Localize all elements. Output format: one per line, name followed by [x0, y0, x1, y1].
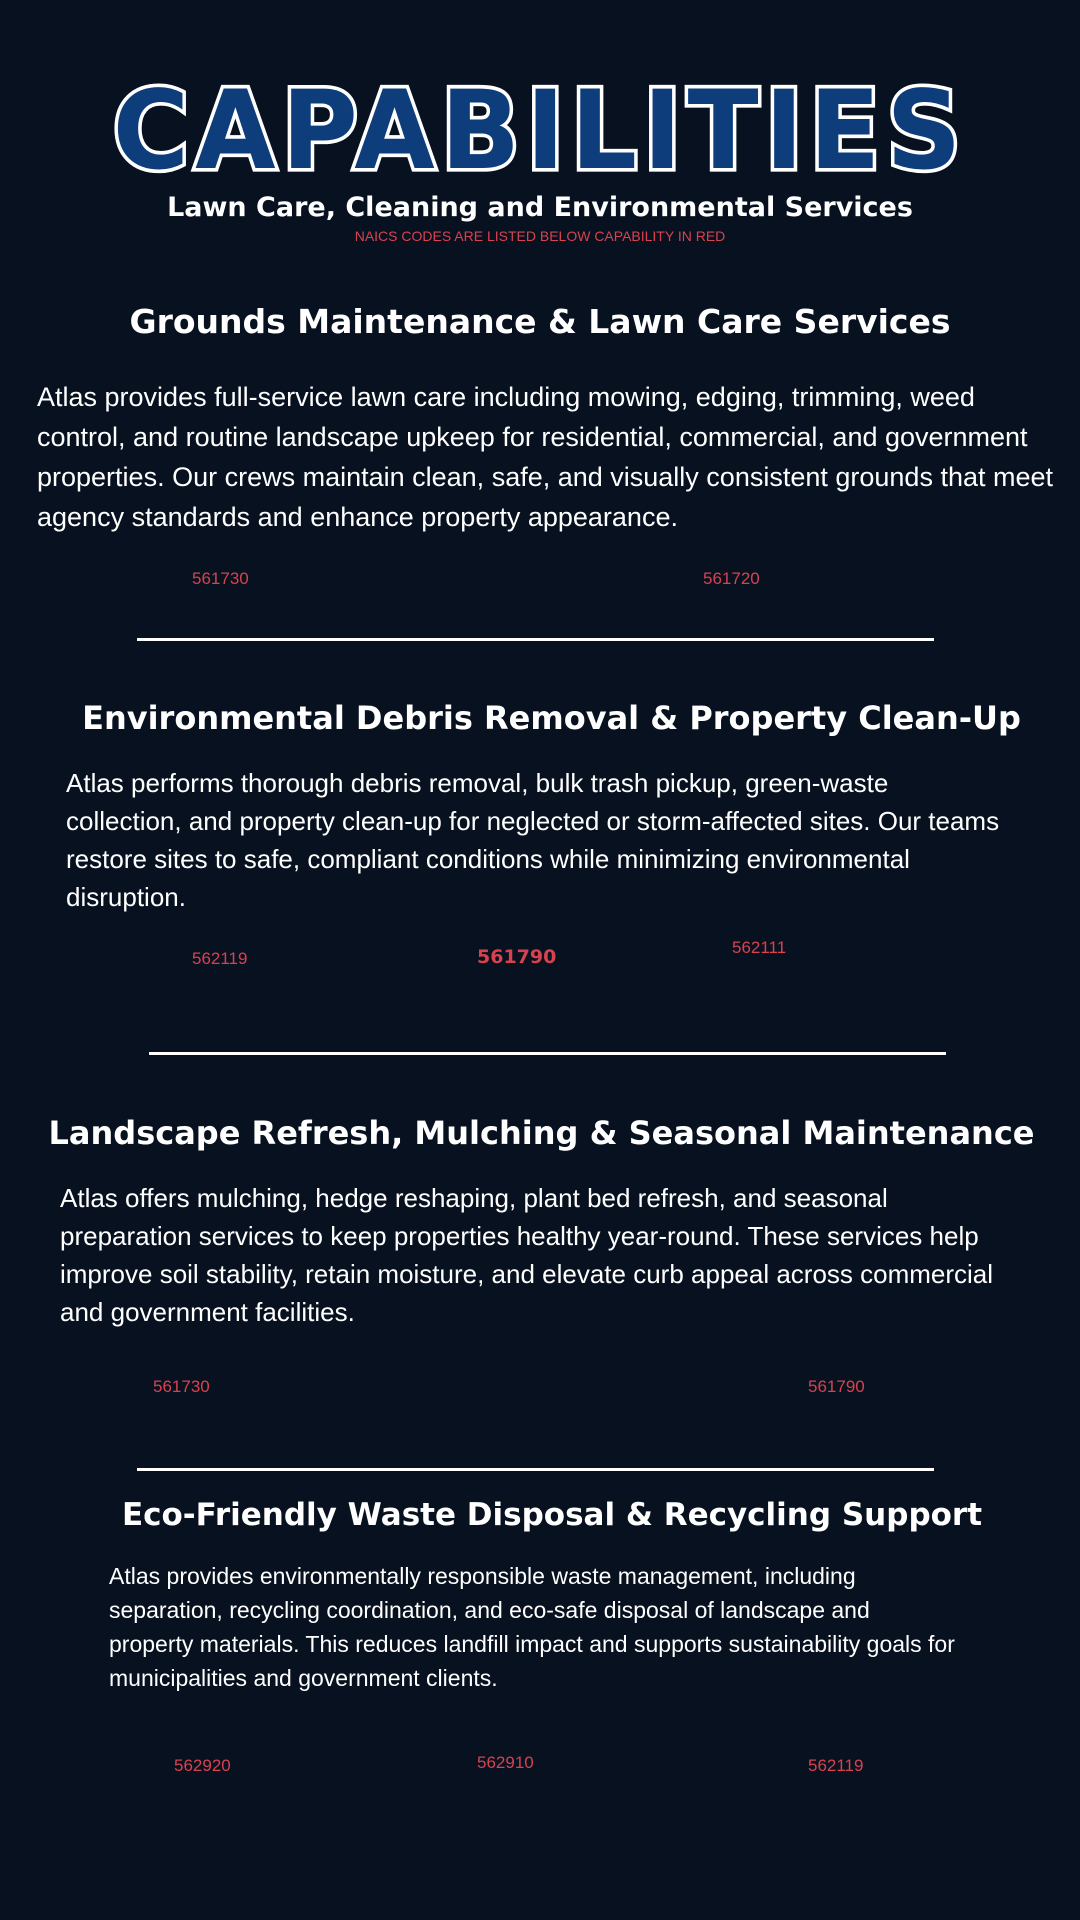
page-subtitle: Lawn Care, Cleaning and Environmental Services — [167, 192, 913, 223]
section-divider — [149, 1052, 946, 1055]
section-body-debris-removal: Atlas performs thorough debris removal, bulk trash pickup, green-waste collection, and property clean-up for neglected or storm-affected sites. Our teams restore sites to safe, compliant conditions while minimizing environmental disruption. — [66, 768, 1000, 912]
section-heading-landscape-refresh: Landscape Refresh, Mulching & Seasonal Maintenance — [48, 1114, 1035, 1152]
naics-note: NAICS CODES ARE LISTED BELOW CAPABILITY IN RED — [354, 228, 726, 244]
naics-code: 562111 — [732, 938, 787, 957]
naics-code-highlighted: 561790 — [477, 946, 557, 968]
section-divider — [137, 1468, 934, 1471]
section-heading-debris-removal: Environmental Debris Removal & Property Clean-Up — [82, 699, 1021, 737]
section-heading-waste-disposal: Eco-Friendly Waste Disposal & Recycling Support — [121, 1497, 983, 1533]
page-title: CAPABILITIES — [112, 65, 968, 195]
naics-code: 561720 — [703, 569, 760, 588]
naics-code: 562920 — [174, 1756, 231, 1775]
section-body-landscape-refresh: Atlas offers mulching, hedge reshaping, plant bed refresh, and seasonal preparation services to keep properties healthy year-round. These services help improve soil stability, retain moisture, and elevate curb appeal across commercial and government facilities. — [60, 1183, 994, 1327]
naics-code: 561730 — [153, 1377, 210, 1396]
section-body-waste-disposal: Atlas provides environmentally responsible waste management, including separation, recycling coordination, and eco-safe disposal of landscape and property materials. This reduces landfill impact and supports sustainability goals for municipalities and government clients. — [109, 1563, 955, 1691]
naics-code: 562119 — [808, 1756, 864, 1775]
section-heading-grounds-maintenance: Grounds Maintenance & Lawn Care Services — [129, 302, 951, 341]
naics-code: 562910 — [477, 1753, 534, 1772]
naics-code: 561730 — [192, 569, 249, 588]
naics-code: 562119 — [192, 949, 248, 968]
naics-code: 561790 — [808, 1377, 865, 1396]
section-body-grounds-maintenance: Atlas provides full-service lawn care including mowing, edging, trimming, weed control, and routine landscape upkeep for residential, commercial, and government properties. Our crews maintain clean, safe, and visually consistent grounds that meet agency standards and enhance property appearance. — [37, 382, 1054, 532]
section-divider — [137, 638, 934, 641]
